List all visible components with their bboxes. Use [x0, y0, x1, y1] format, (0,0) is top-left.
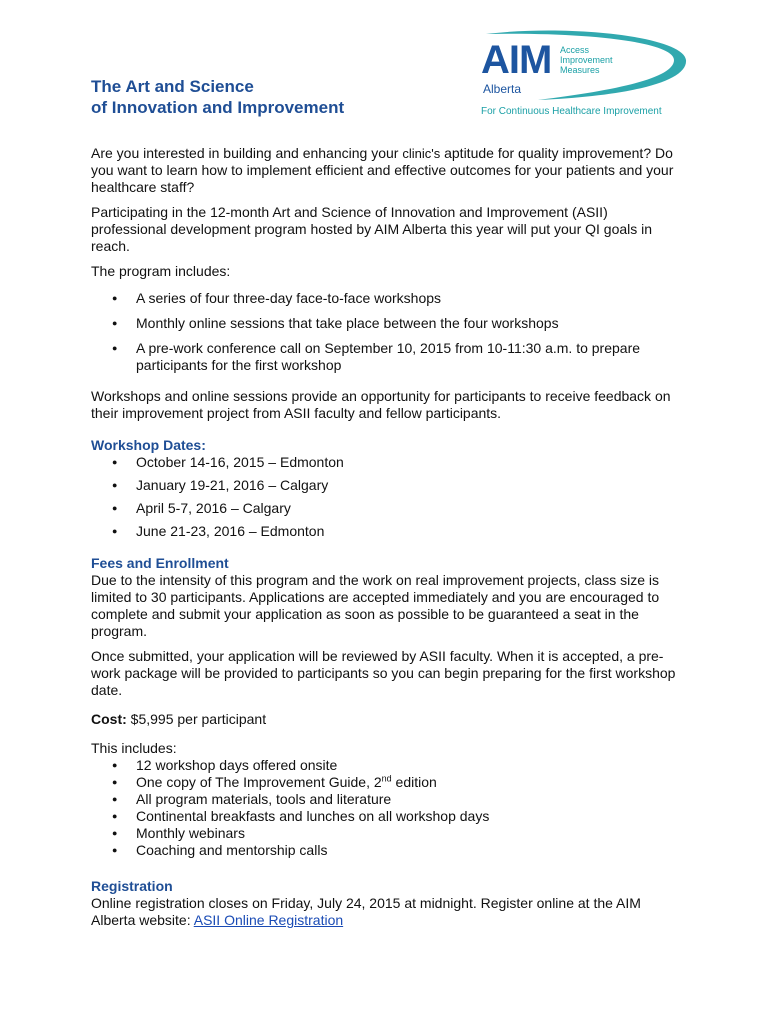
guide-edition: edition	[391, 774, 437, 790]
list-item: ● Coaching and mentorship calls	[91, 842, 677, 859]
intro-p1-clinic: clinic's	[402, 146, 441, 161]
intro-paragraph-3: The program includes:	[91, 263, 231, 279]
logo-sub-access: Access	[560, 45, 590, 55]
fees-includes-list	[91, 757, 677, 859]
logo-tagline: For Continuous Healthcare Improvement	[481, 106, 662, 117]
list-item: ● April 5-7, 2016 – Calgary	[91, 500, 677, 517]
cost-value: $5,995 per participant	[126, 711, 267, 727]
list-item: ● All program materials, tools and literature	[91, 791, 677, 808]
guide-superscript: nd	[381, 773, 392, 784]
list-item: ● 12 workshop days offered onsite	[91, 757, 677, 774]
program-includes-list	[91, 290, 677, 374]
list-item: ● Monthly online sessions that take place between the four workshops	[91, 315, 677, 332]
cost-label: Cost:	[91, 711, 127, 727]
page-title	[91, 76, 344, 118]
list-item	[91, 774, 677, 791]
intro-paragraph-4: Workshops and online sessions provide an opportunity for participants to receive feedback on their improvement project from ASII faculty and fellow participants.	[91, 388, 671, 421]
document-body	[91, 145, 677, 937]
intro-paragraph-2: Participating in the 12-month Art and Science of Innovation and Improvement (ASII) professional development program hosted by AIM Alberta this year will put your QI goals in reach.	[91, 204, 653, 254]
list-item: ● A series of four three-day face-to-face workshops	[91, 290, 677, 307]
logo-subtitle	[560, 45, 613, 75]
intro-paragraph-1	[91, 145, 677, 196]
workshop-dates-list	[91, 454, 677, 540]
asii-registration-link[interactable]: ASII Online Registration	[193, 912, 344, 928]
logo-aim-text: AIM	[481, 38, 552, 82]
list-item: ● Continental breakfasts and lunches on all workshop days	[91, 808, 677, 825]
title-line-2: of Innovation and Improvement	[91, 98, 345, 117]
includes-label: This includes:	[91, 740, 177, 756]
list-item: ● Monthly webinars	[91, 825, 677, 842]
intro-p1-part-b: aptitude for quality improvement? Do you want to learn how to implement efficient and effective outcomes for your patients and your healthcare staff?	[91, 145, 674, 195]
registration-heading: Registration	[91, 878, 173, 894]
list-item: ● June 21-23, 2016 – Edmonton	[91, 523, 677, 540]
fees-heading: Fees and Enrollment	[91, 555, 229, 571]
title-line-1: The Art and Science	[91, 77, 254, 96]
registration-text: Online registration closes on Friday, July 24, 2015 at midnight. Register online at the AIM Alberta website:	[91, 895, 641, 928]
aim-alberta-logo	[478, 30, 690, 125]
registration-paragraph	[91, 895, 677, 929]
logo-sub-improvement: Improvement	[560, 55, 613, 65]
workshop-dates-heading: Workshop Dates:	[91, 437, 206, 453]
list-item: ● A pre-work conference call on September 10, 2015 from 10-11:30 a.m. to prepare participants for the first workshop	[91, 340, 677, 374]
logo-sub-measures: Measures	[560, 65, 600, 75]
list-item: ● January 19-21, 2016 – Calgary	[91, 477, 677, 494]
logo-alberta-text: Alberta	[483, 82, 522, 96]
fees-paragraph-1: Due to the intensity of this program and the work on real improvement projects, class size is limited to 30 participants. Applications are accepted immediately and you are encouraged to complete and submit your application as soon as possible to be guaranteed a seat in the program.	[91, 572, 660, 639]
intro-p1-part-a: Are you interested in building and enhancing your	[91, 145, 403, 161]
guide-text: One copy of The Improvement Guide, 2	[136, 774, 382, 790]
fees-paragraph-2: Once submitted, your application will be reviewed by ASII faculty. When it is accepted, a pre-work package will be provided to participants so you can begin preparing for the first workshop date.	[91, 648, 676, 698]
cost-line	[91, 711, 677, 728]
list-item: ● October 14-16, 2015 – Edmonton	[91, 454, 677, 471]
